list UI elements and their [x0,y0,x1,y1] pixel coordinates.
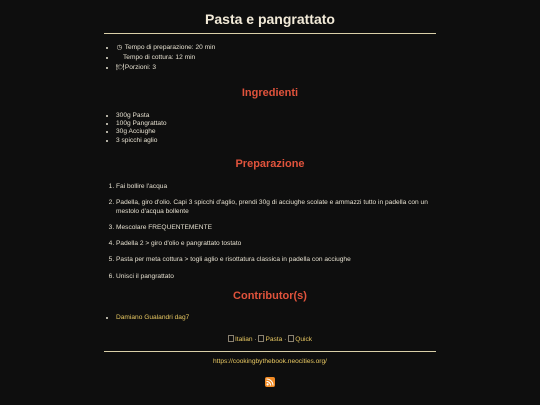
list-item: • 3 spicchi aglio [116,137,436,145]
preparation-steps [104,183,436,282]
meta-prep-time [116,44,436,54]
tag-quick[interactable]: Quick [295,335,313,343]
meta-servings [116,64,436,74]
step-item: 6. Unisci il pangrattato [116,273,436,282]
step-item: 4. Padella 2 > giro d'olio e pangrattato tostato [116,240,436,249]
ingredients-list [104,112,436,145]
site-url-link[interactable]: https://cookingbythebook.neocities.org/ [213,358,327,366]
meta-prep-time-label: Tempo di preparazione: 20 min [124,43,216,51]
meta-servings-label: Porzioni: 3 [124,63,156,71]
rss-icon-graphic [265,377,275,387]
ingredients-heading: Ingredienti [241,86,299,99]
list-item: • 30g Acciughe [116,128,436,136]
tag-pasta[interactable]: Pasta [265,335,283,343]
tag-list [104,335,436,345]
list-item [116,314,436,323]
tag-italian[interactable]: Italian [234,335,253,343]
step-item: 3. Mescolare FREQUENTEMENTE [116,224,436,233]
meta-cook-time-label: Tempo di cottura: 12 min [123,53,196,61]
contributors-heading: Contributor(s) [233,289,307,302]
footer-url-wrap [104,358,436,367]
step-item: 2. Padella, giro d'olio. Capi 3 spicchi d'aglio, prendi 30g di acciughe scolate e ammazzi tutto in padella con un mestolo d'acqua bollente [116,199,436,217]
flag-icon [228,335,234,342]
footer-divider [104,351,436,352]
rss-icon[interactable] [265,377,275,387]
step-item: 5. Pasta per meta cottura > togli aglio e risottatura classica in padella con acciughe [116,256,436,265]
list-item: • 300g Pasta [116,112,436,120]
recipe-meta-list [104,44,436,74]
tag-separator: · [254,335,257,343]
preparation-heading: Preparazione [235,157,305,170]
pasta-icon [258,335,264,342]
contributors-list [104,314,436,323]
tag-separator: · [284,335,287,343]
list-item: • 100g Pangrattato [116,120,436,128]
contributor-link[interactable]: Damiano Gualandri dag7 [116,313,190,321]
quick-icon [288,335,294,342]
meta-cook-time [116,54,436,64]
plate-icon: 🍽 [116,63,125,71]
step-item: 1. Fai bollire l'acqua [116,183,436,192]
clock-icon: ◷ [116,43,123,51]
page-title: Pasta e pangrattato [104,0,436,34]
recipe-container [104,0,436,387]
